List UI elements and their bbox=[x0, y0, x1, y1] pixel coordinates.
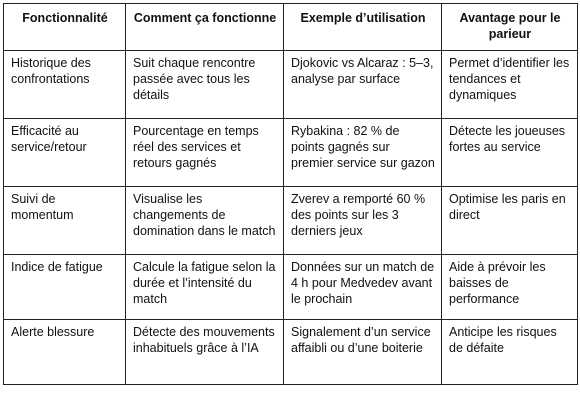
cell-advantage: Aide à prévoir les baisses de performance bbox=[442, 255, 578, 320]
cell-feature: Suivi de momentum bbox=[4, 187, 126, 255]
cell-how: Détecte des mouvements inhabituels grâce à l’IA bbox=[126, 320, 284, 385]
table-container bbox=[3, 3, 578, 385]
features-table bbox=[3, 3, 578, 385]
cell-advantage: Optimise les paris en direct bbox=[442, 187, 578, 255]
header-row bbox=[4, 4, 578, 51]
table-row bbox=[4, 51, 578, 119]
cell-example: Données sur un match de 4 h pour Medvedev avant le prochain bbox=[284, 255, 442, 320]
table-row bbox=[4, 255, 578, 320]
cell-how: Suit chaque rencontre passée avec tous les détails bbox=[126, 51, 284, 119]
header-bettor-advantage: Avantage pour le parieur bbox=[442, 4, 578, 51]
cell-example: Djokovic vs Alcaraz : 5–3, analyse par surface bbox=[284, 51, 442, 119]
cell-example: Zverev a remporté 60 % des points sur les 3 derniers jeux bbox=[284, 187, 442, 255]
cell-how: Visualise les changements de domination dans le match bbox=[126, 187, 284, 255]
cell-example: Signalement d’un service affaibli ou d’une boiterie bbox=[284, 320, 442, 385]
cell-how: Pourcentage en temps réel des services et retours gagnés bbox=[126, 119, 284, 187]
cell-feature: Alerte blessure bbox=[4, 320, 126, 385]
cell-advantage: Permet d’identifier les tendances et dynamiques bbox=[442, 51, 578, 119]
table-row bbox=[4, 187, 578, 255]
cell-feature: Efficacité au service/retour bbox=[4, 119, 126, 187]
cell-advantage: Anticipe les risques de défaite bbox=[442, 320, 578, 385]
cell-how: Calcule la fatigue selon la durée et l’intensité du match bbox=[126, 255, 284, 320]
table-row bbox=[4, 119, 578, 187]
cell-example: Rybakina : 82 % de points gagnés sur premier service sur gazon bbox=[284, 119, 442, 187]
header-how-it-works: Comment ça fonctionne bbox=[126, 4, 284, 51]
cell-feature: Indice de fatigue bbox=[4, 255, 126, 320]
cell-feature: Historique des confrontations bbox=[4, 51, 126, 119]
table-row bbox=[4, 320, 578, 385]
cell-advantage: Détecte les joueuses fortes au service bbox=[442, 119, 578, 187]
header-feature: Fonctionnalité bbox=[4, 4, 126, 51]
header-usage-example: Exemple d’utilisation bbox=[284, 4, 442, 51]
